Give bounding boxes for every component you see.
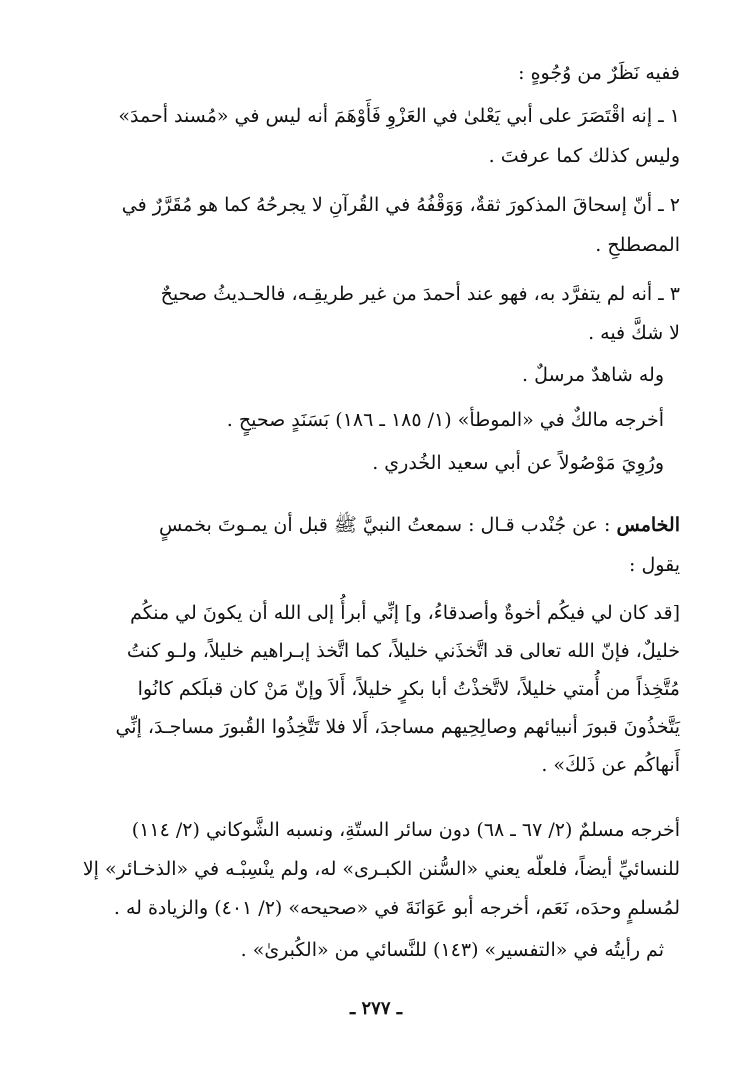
malik-takhrij-line: أخرجه مالكٌ في «الموطأ» (١/ ١٨٥ ـ ١٨٦) بَسَنَدٍ صحيحٍ . xyxy=(226,409,664,431)
mursal-witness-line: وله شاهدٌ مرسلٌ . xyxy=(522,364,664,386)
takhrij-line-2: للنسائيِّ أيضاً، فلعلّه يعني «السُّنن الكبـرى» له، ولم ينْسِبْـه في «الذخـائر» إلا xyxy=(82,858,680,880)
point-3-line-2: لا شكَّ فيه . xyxy=(588,322,680,344)
tafsir-line: ثم رأيتُه في «التفسير» (١٤٣) للنَّسائي من «الكُبرىٰ» . xyxy=(240,939,664,961)
point-3-line-1: ٣ ـ أنه لم يتفرَّد به، فهو عند أحمدَ من غير طريقِـه، فالحـديثُ صحيحٌ xyxy=(160,283,680,305)
hadith-text-line-2: خليلٌ، فإنّ الله تعالى قد اتَّخذَني خليلاً، كما اتَّخذ إبـراهيم خليلاً، ولـو كنتُ xyxy=(126,640,680,662)
fifth-hadith-line-1 xyxy=(0,510,752,540)
hadith-text-line-4: يَتَّخذُونَ قبورَ أنبيائهم وصالِحِيهم مساجدَ، أَلا فلا تَتَّخِذُوا القُبورَ مساجـدَ، إنِّي xyxy=(115,716,680,738)
fifth-intro-end: قبل أن يمـوتَ بخمسٍ xyxy=(159,514,328,536)
hadith-text-line-1: [قد كان لي فيكُم أخوةٌ وأصدقاءُ، و] إنِّي أبرأُ إلى الله أن يكونَ لي منكُم xyxy=(130,602,680,624)
mawsul-line: ورُوِيَ مَوْصُولاً عن أبي سعيد الخُدري . xyxy=(372,452,664,474)
point-1-line-1: ١ ـ إنه اقْتَصَرَ على أبي يَعْلىٰ في العَزْوِ فَأَوْهَمَ أنه ليس في «مُسند أحمدَ» xyxy=(118,105,680,127)
page-number: ـ ٢٧٧ ـ xyxy=(349,998,403,1019)
hadith-text-line-5: أَنهاكُم عن ذَلكَ» . xyxy=(541,754,680,776)
intro-line: ففيه نَظَرٌ من وُجُوهٍ : xyxy=(518,62,680,84)
point-2-line-2: المصطلحِ . xyxy=(595,234,680,256)
point-1-line-2: وليس كذلك كما عرفتَ . xyxy=(488,145,680,167)
fifth-heading: الخامس xyxy=(616,514,680,536)
fifth-hadith-line-2: يقول : xyxy=(629,554,680,576)
takhrij-line-3: لمُسلمٍ وحدَه، نَعَم، أخرجه أبو عَوَانَةَ في «صحيحه» (٢/ ٤٠١) والزيادة له . xyxy=(113,897,680,919)
point-2-line-1: ٢ ـ أنّ إسحاقَ المذكورَ ثقةٌ، وَوَقْفُهُ في القُرآنِ لا يجرحُهُ كما هو مُقَرَّرٌ في xyxy=(121,194,680,216)
takhrij-line-1: أخرجه مسلمٌ (٢/ ٦٧ ـ ٦٨) دون سائر الستّةِ، ونسبه الشَّوكاني (٢/ ١١٤) xyxy=(131,819,680,841)
hadith-text-line-3: مُتَّخِذاً من أُمتي خليلاً، لاتَّخذْتُ أبا بكرٍ خليلاً، أَلاَ وإنّ مَنْ كان قبلَكم كانُوا xyxy=(137,678,680,700)
fifth-intro: : عن جُنْدب قـال : سمعتُ النبيَّ ﷺ xyxy=(327,514,617,536)
